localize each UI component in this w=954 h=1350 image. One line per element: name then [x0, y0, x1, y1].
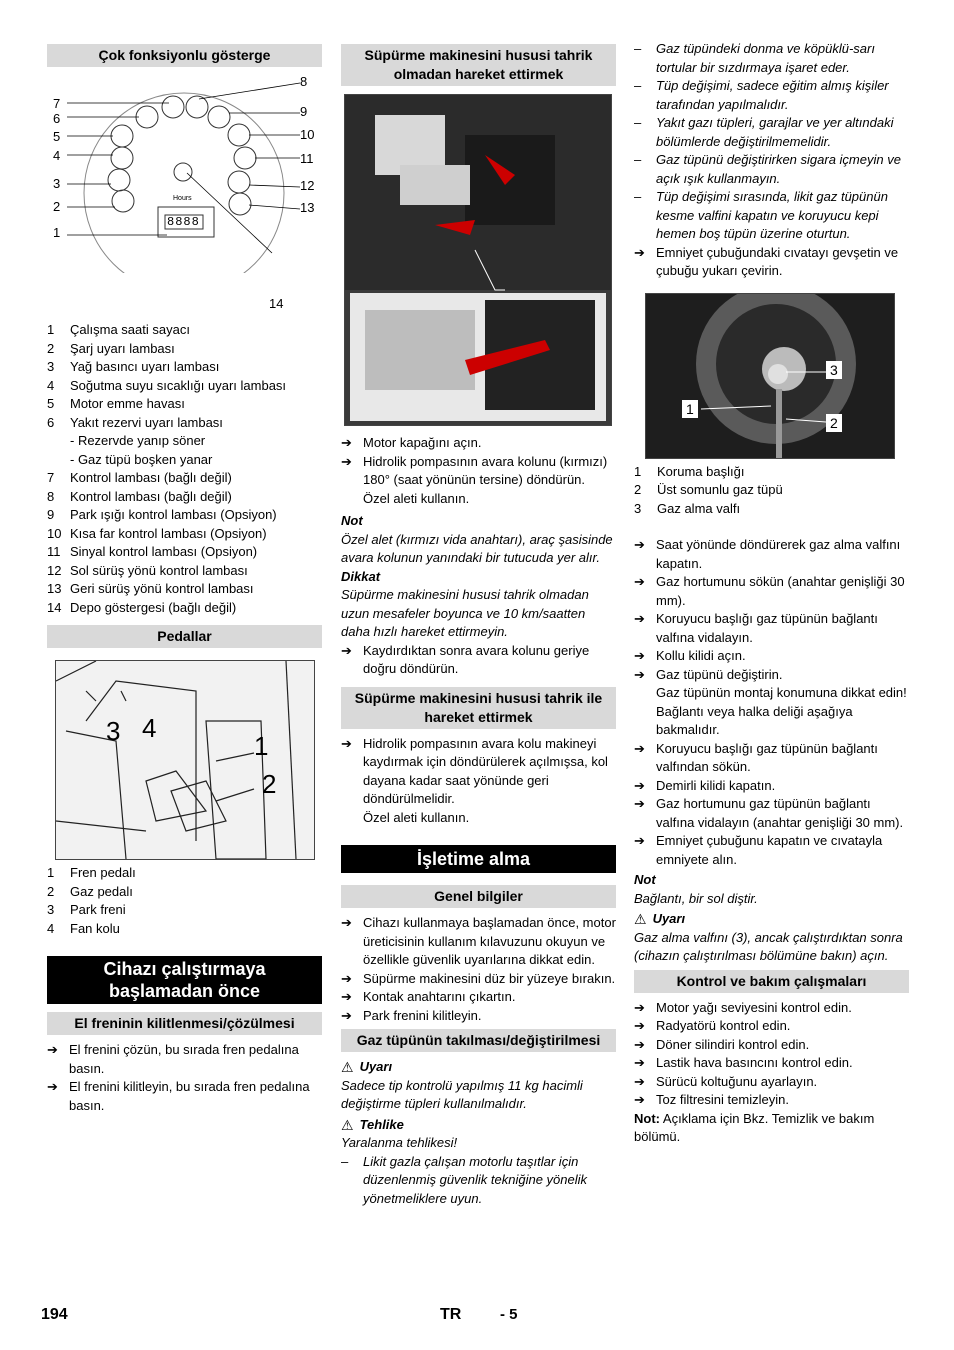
step-text: Koruyucu başlığı gaz tüpünün bağlantı valfına vidalayın.	[656, 611, 878, 645]
section-title-before-start: Cihazı çalıştırmaya başlamadan önce	[47, 956, 322, 1004]
caution-label: Dikkat	[341, 568, 381, 584]
list-item	[47, 395, 322, 414]
item-text: Koruma başlığı	[657, 463, 745, 479]
list-item	[47, 599, 322, 618]
step-text: Koruyucu başlığı gaz tüpünün bağlantı valfından sökün.	[656, 740, 878, 774]
gauge-callout: 5	[53, 129, 61, 144]
section-heading-handbrake: El freninin kilitlenmesi/çözülmesi	[47, 1012, 322, 1035]
item-text: Çalışma saati sayacı	[70, 322, 190, 337]
step-text: Toz filtresini temizleyin.	[656, 1092, 789, 1107]
arrow-right-icon: ➔	[634, 1018, 645, 1033]
warning-label: Uyarı	[359, 1059, 393, 1074]
step-item	[634, 1091, 909, 1110]
item-text: Fan kolu	[70, 920, 120, 936]
dash-bullet: –	[634, 189, 642, 204]
step-text: Hidrolik pompasının avara kolunu (kırmızı) 180° (saat yönünün tersine) döndürün.	[363, 453, 608, 487]
gauge-callout: 6	[53, 110, 61, 126]
arrow-right-icon: ➔	[634, 648, 645, 663]
item-text: Yakıt rezervi uyarı lambası	[70, 414, 223, 430]
item-text: Geri sürüş yönü kontrol lambası	[70, 581, 254, 596]
step-item	[634, 1054, 909, 1073]
column-left	[47, 44, 322, 1115]
tow-tool: Özel aleti kullanın.	[363, 490, 470, 506]
list-item	[47, 883, 322, 902]
arrow-right-icon: ➔	[634, 611, 645, 626]
warning-text: Gaz alma valfını (3), ancak çalıştırdıktan sonra (cihazın çalıştırılması bölümüne bakın) açın.	[634, 929, 903, 963]
arrow-right-icon: ➔	[341, 1007, 352, 1023]
arrow-right-icon: ➔	[634, 999, 645, 1015]
step-text: Radyatörü kontrol edin.	[656, 1018, 791, 1033]
step-item	[634, 777, 909, 796]
item-text: Park freni	[70, 902, 126, 917]
item-text: - Rezervde yanıp söner	[70, 433, 206, 448]
item-text: Şarj uyarı lambası	[70, 340, 175, 356]
list-item	[47, 901, 322, 920]
arrow-right-icon: ➔	[341, 735, 352, 751]
step-text: Motor yağı seviyesini kontrol edin.	[656, 999, 852, 1015]
item-text: Kontrol lambası (bağlı değil)	[70, 488, 232, 504]
item-number: 4	[47, 920, 55, 936]
gauge-callout: 9	[300, 103, 308, 119]
step-text: Gaz tüpünü değiştirin.	[656, 666, 783, 682]
item-text: Kısa far kontrol lambası (Opsiyon)	[70, 525, 267, 541]
warning-label: Uyarı	[652, 911, 686, 926]
pedal-callout: 4	[142, 713, 157, 743]
caution-text: Süpürme makinesini hususi tahrik olmadan uzun mesafeler boyunca ve 10 km/saatten daha hızlı hareket ettirmeyin.	[341, 587, 589, 639]
step-item	[634, 1073, 909, 1092]
arrow-right-icon: ➔	[634, 574, 645, 589]
hydraulic-pump-photo	[344, 94, 612, 426]
step-text: Kontak anahtarını çıkartın.	[363, 989, 516, 1004]
gauge-callout: 8	[300, 74, 308, 89]
gauge-callout: 13	[300, 199, 315, 215]
gauge-label-right	[300, 73, 314, 217]
cylinder-legend	[634, 463, 909, 519]
list-item	[47, 525, 322, 544]
step-item	[341, 453, 616, 490]
step-item	[634, 832, 909, 869]
list-item	[634, 481, 909, 500]
gauge-diagram	[47, 73, 322, 311]
pump-illustration	[345, 95, 611, 425]
arrow-right-icon: ➔	[634, 1036, 645, 1052]
section-heading-drive: Süpürme makinesini hususi tahrik ile hareket ettirmek	[341, 687, 616, 729]
arrow-right-icon: ➔	[634, 537, 645, 552]
step-item	[341, 988, 616, 1007]
step-item	[634, 573, 909, 610]
list-item	[47, 414, 322, 433]
step-item	[634, 666, 909, 685]
page-number: 194	[41, 1306, 68, 1323]
column-middle	[341, 44, 616, 1208]
step-item	[47, 1041, 322, 1078]
item-text: - Gaz tüpü boşken yanar	[70, 451, 213, 467]
gauge-callout: 4	[53, 147, 61, 163]
gauge-callout: 11	[300, 150, 314, 166]
list-item	[47, 340, 322, 359]
arrow-right-icon: ➔	[634, 1073, 645, 1089]
item-number: 13	[47, 581, 62, 596]
item-number	[47, 451, 70, 470]
dash-item	[634, 188, 909, 244]
step-text: El frenini çözün, bu sırada fren pedalına basın.	[69, 1042, 299, 1076]
list-item	[47, 451, 322, 470]
step-item	[634, 999, 909, 1018]
item-number: 11	[47, 544, 61, 559]
warning-triangle-icon: ⚠	[341, 1116, 354, 1133]
general-steps	[341, 914, 616, 1025]
section-heading-pedals: Pedallar	[47, 625, 322, 648]
arrow-right-icon: ➔	[341, 435, 352, 450]
danger-label: Tehlike	[359, 1116, 404, 1132]
section-heading-gauge: Çok fonksiyonlu gösterge	[47, 44, 322, 67]
item-text: Kontrol lambası (bağlı değil)	[70, 470, 232, 485]
dash-text: Gaz tüpündeki donma ve köpüklü-sarı tortular bir sızdırmaya işaret eder.	[656, 41, 875, 75]
check-steps	[634, 999, 909, 1110]
danger-heading	[341, 1116, 616, 1135]
dash-bullet: –	[634, 41, 642, 56]
note-text: Özel alet (kırmızı vida anahtarı), araç şasisinde avara kolunun yanındaki bir tutucuda yer alır.	[341, 531, 613, 565]
item-number: 3	[47, 902, 55, 917]
item-number: 10	[47, 525, 62, 541]
item-text: Gaz alma valfı	[657, 500, 741, 516]
item-text: Depo göstergesi (bağlı değil)	[70, 599, 237, 615]
step-text: Cihazı kullanmaya başlamadan önce, motor üreticisinin kullanım kılavuzunu okuyun ve özellikle güvenlik uyarılarına dikkat edin.	[363, 915, 616, 967]
dash-item	[634, 40, 909, 77]
warning-heading	[634, 910, 909, 929]
dash-text: Gaz tüpünü değiştirirken sigara içmeyin ve açık ışık kullanmayın.	[656, 152, 901, 186]
section-heading-general: Genel bilgiler	[341, 885, 616, 908]
cylinder-steps-a	[634, 536, 909, 684]
item-number	[47, 432, 70, 451]
step-item	[634, 536, 909, 573]
arrow-right-icon: ➔	[47, 1042, 58, 1057]
loosen-step	[634, 244, 909, 281]
gauge-callout: 3	[53, 176, 61, 191]
step-text: Demirli kilidi kapatın.	[656, 777, 776, 793]
list-item	[47, 543, 322, 562]
dash-text: Likit gazla çalışan motorlu taşıtlar için düzenlenmiş güvenlik tekniğine yönelik yönetmeliklere uyun.	[363, 1153, 588, 1206]
gauge-legend	[47, 321, 322, 617]
item-text: Gaz pedalı	[70, 883, 133, 899]
gauge-callout: 12	[300, 178, 315, 193]
gauge-callout: 7	[53, 96, 61, 111]
item-text: Yağ basıncı uyarı lambası	[70, 359, 220, 374]
item-number: 1	[634, 463, 642, 479]
step-text: Emniyet çubuğunu kapatın ve cıvatayla emniyete alın.	[656, 833, 883, 867]
step-text: Süpürme makinesini düz bir yüzeye bırakın.	[363, 970, 616, 986]
step-text: Emniyet çubuğundaki cıvatayı gevşetin ve çubuğu yukarı çevirin.	[656, 244, 899, 278]
step-item	[634, 647, 909, 666]
arrow-right-icon: ➔	[634, 1092, 645, 1107]
step-item	[634, 740, 909, 777]
arrow-right-icon: ➔	[634, 244, 645, 260]
arrow-right-icon: ➔	[634, 740, 645, 756]
list-item	[47, 488, 322, 507]
column-right	[634, 40, 909, 1147]
gas-safety-list	[634, 40, 909, 244]
arrow-right-icon: ➔	[341, 970, 352, 986]
step-item	[634, 610, 909, 647]
dash-text: Tüp değişimi sırasında, likit gaz tüpünün kesme valfini kapatın ve koruyucu kepi hemen boş tüpün üzerine oturtun.	[656, 189, 888, 241]
cylinder-callout: 3	[826, 361, 842, 380]
gauge-callout: 1	[53, 225, 61, 240]
step-text: Kaydırdıktan sonra avara kolunu geriye doğru döndürün.	[363, 642, 590, 676]
step-text: Gaz hortumunu sökün (anahtar genişliği 30 mm).	[656, 574, 905, 608]
arrow-right-icon: ➔	[47, 1079, 58, 1094]
list-item	[634, 500, 909, 519]
pedal-callout: 2	[262, 769, 277, 799]
item-number: 2	[47, 883, 55, 899]
final-note-label: Not:	[634, 1110, 660, 1126]
cylinder-callout: 1	[682, 400, 698, 419]
tow-after-step	[341, 642, 616, 679]
item-text: Park ışığı kontrol lambası (Opsiyon)	[70, 507, 277, 522]
dash-bullet: –	[341, 1153, 349, 1169]
final-note	[634, 1110, 909, 1147]
item-number: 2	[634, 482, 642, 497]
dash-item	[634, 77, 909, 114]
item-number: 7	[47, 470, 55, 485]
item-number: 1	[47, 322, 55, 337]
dash-bullet: –	[634, 152, 642, 167]
arrow-right-icon: ➔	[341, 989, 352, 1004]
section-heading-gas: Gaz tüpünün takılması/değiştirilmesi	[341, 1029, 616, 1052]
cylinder-illustration	[646, 294, 894, 458]
warning-text: Sadece tip kontrolü yapılmış 11 kg hacimli değiştirme tüpleri kullanılmalıdır.	[341, 1077, 583, 1111]
arrow-right-icon: ➔	[634, 796, 645, 811]
item-number: 5	[47, 396, 55, 411]
list-item	[47, 920, 322, 939]
arrow-right-icon: ➔	[341, 642, 352, 658]
step-text: Motor kapağını açın.	[363, 435, 482, 450]
step-item	[341, 914, 616, 970]
arrow-right-icon: ➔	[341, 915, 352, 930]
step-item	[634, 795, 909, 832]
step-text: Saat yönünde döndürerek gaz alma valfını kapatın.	[656, 537, 901, 571]
item-number: 6	[47, 414, 55, 430]
item-number: 1	[47, 865, 55, 880]
step-item	[634, 1036, 909, 1055]
list-item	[47, 562, 322, 581]
step-item	[47, 1078, 322, 1115]
danger-list	[341, 1153, 616, 1209]
gauge-callout: 10	[300, 127, 315, 142]
section-title-start: İşletime alma	[341, 845, 616, 873]
list-item	[47, 506, 322, 525]
step-item	[341, 970, 616, 989]
item-text: Sinyal kontrol lambası (Opsiyon)	[70, 544, 258, 559]
danger-text: Yaralanma tehlikesi!	[341, 1135, 458, 1150]
item-number: 9	[47, 507, 55, 522]
list-item	[47, 432, 322, 451]
item-text: Üst somunlu gaz tüpü	[657, 482, 783, 497]
arrow-right-icon: ➔	[341, 453, 352, 469]
list-item	[47, 864, 322, 883]
list-item	[47, 377, 322, 396]
item-number: 3	[47, 359, 55, 374]
pedal-illustration	[56, 661, 314, 859]
gauge-label-left	[53, 95, 60, 243]
note-label: Not	[341, 513, 363, 528]
drive-step	[341, 735, 616, 809]
language-code: TR	[440, 1306, 462, 1323]
item-text: Sol sürüş yönü kontrol lambası	[70, 562, 248, 578]
dash-text: Yakıt gazı tüpleri, garajlar ve yer altındaki bölümlerde değiştirilmemelidir.	[656, 115, 894, 149]
page-sub: - 5	[500, 1306, 518, 1323]
gauge-drawing	[47, 73, 322, 273]
step-text: Döner silindiri kontrol edin.	[656, 1036, 810, 1052]
step-text: Gaz hortumunu gaz tüpünün bağlantı valfına vidalayın (anahtar genişliği 30 mm).	[656, 796, 904, 830]
tow-steps	[341, 434, 616, 490]
item-number: 2	[47, 340, 55, 356]
item-text: Motor emme havası	[70, 396, 185, 411]
step-item	[634, 1017, 909, 1036]
cylinder-callout: 2	[826, 414, 842, 433]
gauge-callout: 2	[53, 198, 61, 214]
warning-triangle-icon: ⚠	[634, 911, 647, 927]
final-note-text: Açıklama için Bkz. Temizlik ve bakım bölümü.	[634, 1110, 875, 1144]
step-text: El frenini kilitleyin, bu sırada fren pedalına basın.	[69, 1079, 310, 1113]
cylinder-steps-b	[634, 740, 909, 870]
mount-position-text: Gaz tüpünün montaj konumuna dikkat edin! Bağlantı veya halka deliği aşağıya bakmalıdır.	[656, 685, 907, 737]
drive-tool: Özel aleti kullanın.	[363, 809, 470, 825]
step-text: Sürücü koltuğunu ayarlayın.	[656, 1073, 818, 1089]
item-number: 8	[47, 488, 55, 504]
dash-bullet: –	[634, 78, 642, 93]
list-item	[47, 358, 322, 377]
list-item	[47, 469, 322, 488]
note-text: Bağlantı, bir sol diştir.	[634, 890, 758, 906]
pedal-callout: 1	[254, 731, 269, 761]
item-text: Fren pedalı	[70, 865, 136, 880]
step-item	[341, 434, 616, 453]
gauge-counter: 8888	[167, 215, 200, 229]
list-item	[47, 321, 322, 340]
step-text: Lastik hava basıncını kontrol edin.	[656, 1055, 853, 1070]
pedal-photo	[55, 660, 315, 860]
list-item	[634, 463, 909, 482]
item-number: 12	[47, 562, 62, 578]
item-text: Soğutma suyu sıcaklığı uyarı lambası	[70, 377, 287, 393]
step-text: Park frenini kilitleyin.	[363, 1007, 482, 1023]
gauge-hours-label: Hours	[173, 195, 192, 202]
arrow-right-icon: ➔	[634, 1055, 645, 1070]
dash-bullet: –	[634, 115, 642, 130]
dash-item	[634, 114, 909, 151]
item-number: 14	[47, 599, 62, 615]
warning-heading	[341, 1058, 616, 1077]
step-text: Kollu kilidi açın.	[656, 648, 746, 663]
item-number: 4	[47, 377, 55, 393]
list-item	[47, 580, 322, 599]
dash-item	[634, 151, 909, 188]
step-item	[341, 1007, 616, 1026]
warning-triangle-icon: ⚠	[341, 1059, 354, 1075]
dash-text: Tüp değişimi, sadece eğitim almış kişiler tarafından yapılmalıdır.	[656, 78, 889, 112]
gauge-label-14: 14	[269, 296, 284, 311]
arrow-right-icon: ➔	[634, 833, 645, 848]
dash-item	[341, 1153, 616, 1209]
arrow-right-icon: ➔	[634, 666, 645, 682]
section-heading-tow: Süpürme makinesini hususi tahrik olmadan hareket ettirmek	[341, 44, 616, 86]
gas-cylinder-photo	[645, 293, 895, 459]
pedal-callout: 3	[106, 716, 121, 746]
handbrake-steps	[47, 1041, 322, 1115]
pedal-legend	[47, 864, 322, 938]
arrow-right-icon: ➔	[634, 777, 645, 793]
section-heading-check: Kontrol ve bakım çalışmaları	[634, 970, 909, 993]
step-text: Hidrolik pompasının avara kolu makineyi kaydırmak için döndürülerek açılmışsa, kol dayana kadar saat yönünde geri döndürülmelidir.	[363, 735, 608, 806]
note-label: Not	[634, 872, 656, 887]
item-number: 3	[634, 500, 642, 516]
